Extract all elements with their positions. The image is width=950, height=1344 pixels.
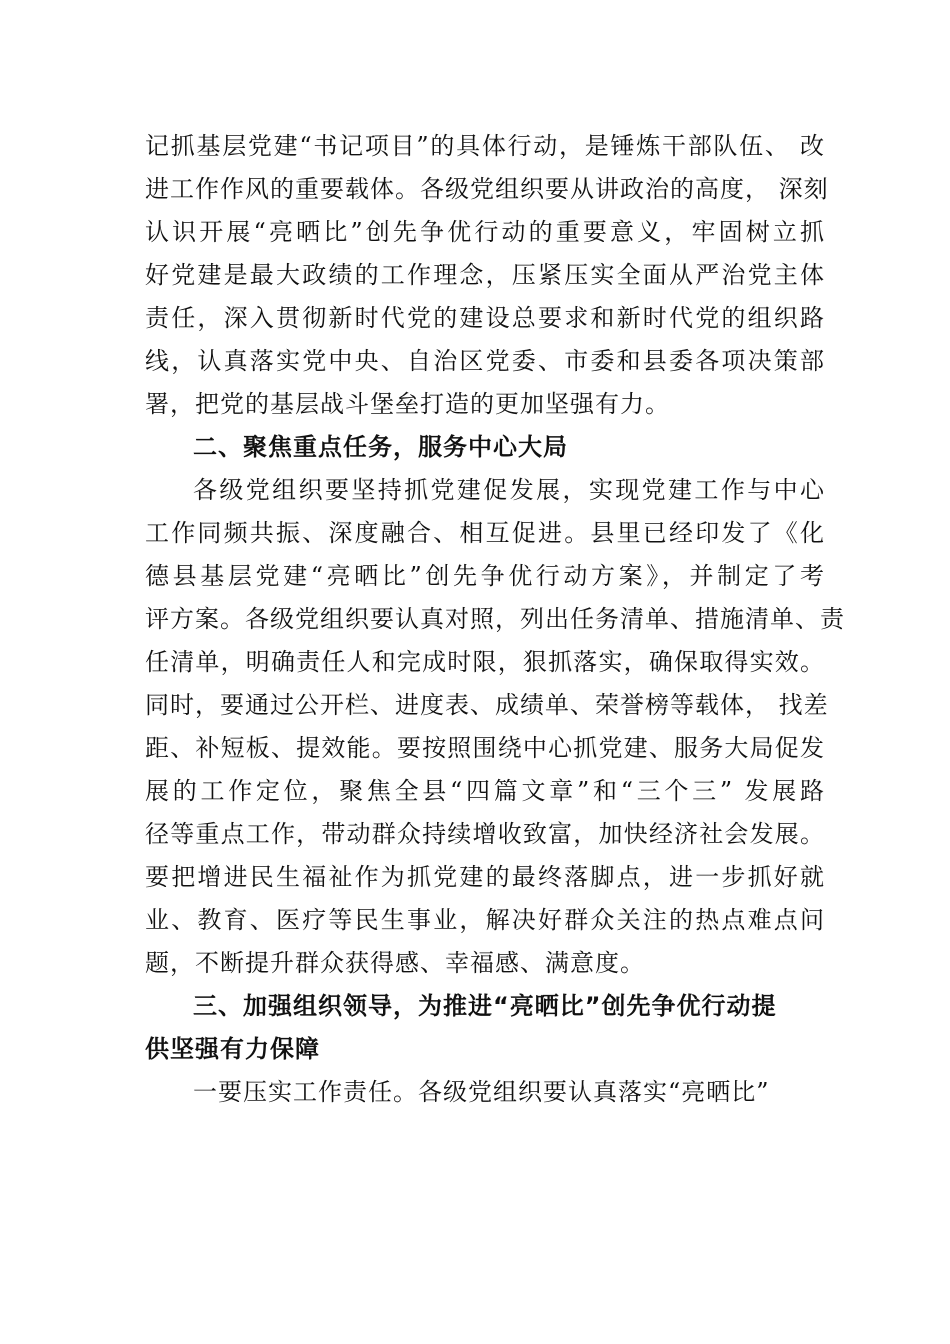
paragraph-line: 评方案。各级党组织要认真对照，列出任务清单、措施清单、责 (145, 605, 845, 633)
paragraph-line: 责任，深入贯彻新时代党的建设总要求和新时代党的组织路 (145, 304, 825, 332)
paragraph-line: 一要压实工作责任。各级党组织要认真落实“亮晒比” (193, 1078, 770, 1106)
paragraph-line: 好党建是最大政绩的工作理念，压紧压实全面从严治党主体 (145, 261, 825, 289)
paragraph-line: 记抓基层党建“书记项目”的具体行动，是锤炼干部队伍、 改 (145, 132, 825, 160)
paragraph-line: 工作同频共振、深度融合、相互促进。县里已经印发了《化 (145, 519, 825, 547)
paragraph-line: 德县基层党建“亮晒比”创先争优行动方案》，并制定了考 (145, 562, 825, 590)
section-heading: 二、聚焦重点任务，服务中心大局 (193, 433, 568, 461)
section-heading: 供坚强有力保障 (145, 1035, 320, 1063)
section-heading: 三、加强组织领导，为推进“亮晒比”创先争优行动提 (193, 992, 777, 1020)
paragraph-line: 署，把党的基层战斗堡垒打造的更加坚强有力。 (145, 390, 670, 418)
paragraph-line: 进工作作风的重要载体。各级党组织要从讲政治的高度， 深刻 (145, 175, 829, 203)
paragraph-line: 径等重点工作，带动群众持续增收致富，加快经济社会发展。 (145, 820, 825, 848)
paragraph-line: 距、补短板、提效能。要按照围绕中心抓党建、服务大局促发 (145, 734, 825, 762)
paragraph-line: 展的工作定位，聚焦全县“四篇文章”和“三个三” 发展路 (145, 777, 825, 805)
paragraph-line: 线，认真落实党中央、自治区党委、市委和县委各项决策部 (145, 347, 825, 375)
paragraph-line: 任清单，明确责任人和完成时限，狠抓落实，确保取得实效。 (145, 648, 825, 676)
paragraph-line: 业、教育、医疗等民生事业，解决好群众关注的热点难点问 (145, 906, 825, 934)
paragraph-line: 同时，要通过公开栏、进度表、成绩单、荣誉榜等载体， 找差 (145, 691, 829, 719)
paragraph-line: 认识开展“亮晒比”创先争优行动的重要意义，牢固树立抓 (145, 218, 825, 246)
paragraph-line: 要把增进民生福祉作为抓党建的最终落脚点，进一步抓好就 (145, 863, 825, 891)
paragraph-line: 各级党组织要坚持抓党建促发展，实现党建工作与中心 (193, 476, 825, 504)
paragraph-line: 题，不断提升群众获得感、幸福感、满意度。 (145, 949, 645, 977)
